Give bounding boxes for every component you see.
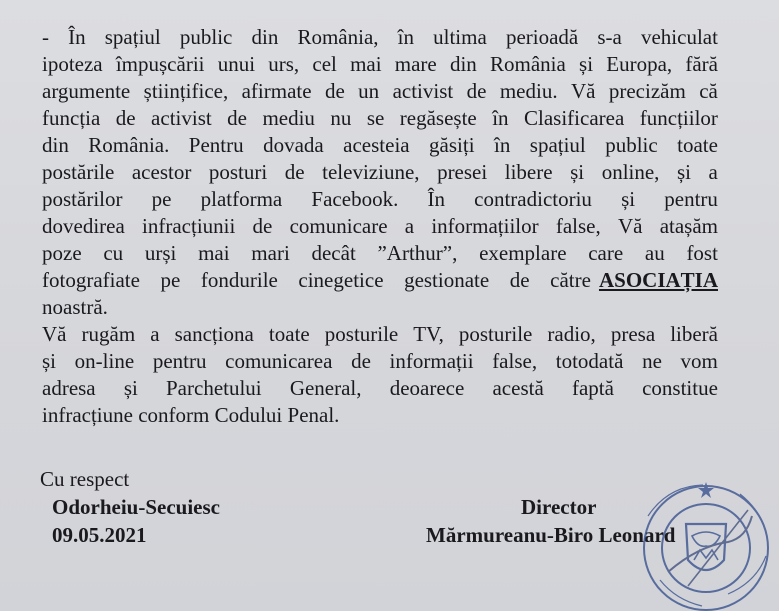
body-line: postărilor pe platforma Facebook. În contradictoriu și pentru (42, 187, 718, 211)
body-line: din România. Pentru dovada acesteia găsiți în spațiul public toate (42, 133, 718, 157)
letter-body (42, 24, 718, 429)
sender-location: Odorheiu-Secuiesc (52, 495, 220, 519)
signatory-name: Mărmureanu-Biro Leonard (426, 523, 676, 547)
body-line-with-emphasis (42, 267, 718, 294)
body-line: postările acestor posturi de televiziune, presei libere și online, și a (42, 160, 718, 184)
body-line-text: fotografiate pe fondurile cinegetice gestionate de către (42, 268, 591, 292)
body-line: infracțiune conform Codului Penal. (42, 403, 340, 427)
body-line: și on-line pentru comunicarea de informații false, totodată ne vom (42, 349, 718, 373)
letter-date: 09.05.2021 (52, 523, 147, 547)
closing-phrase: Cu respect (40, 467, 130, 491)
body-line: noastră. (42, 295, 108, 319)
body-line: poze cu urși mai mari decât ”Arthur”, exemplare care au fost (42, 241, 718, 265)
body-line: argumente științifice, afirmate de un activist de mediu. Vă precizăm că (42, 79, 718, 103)
body-line: - În spațiul public din România, în ultima perioadă s-a vehiculat (42, 25, 718, 49)
association-emphasis: ASOCIAȚIA (598, 268, 718, 292)
signatory-title: Director (521, 495, 597, 519)
body-line: ipoteza împușcării unui urs, cel mai mare din România și Europa, fără (42, 52, 718, 76)
official-stamp-icon (628, 476, 778, 611)
body-line: adresa și Parchetului General, deoarece acestă faptă constitue (42, 376, 718, 400)
body-line: dovedirea infracțiunii de comunicare a informațiilor false, Vă atașăm (42, 214, 718, 238)
body-line: Vă rugăm a sancționa toate posturile TV, posturile radio, presa liberă (42, 322, 718, 346)
body-line: funcția de activist de mediu nu se regăsește în Clasificarea funcțiilor (42, 106, 718, 130)
